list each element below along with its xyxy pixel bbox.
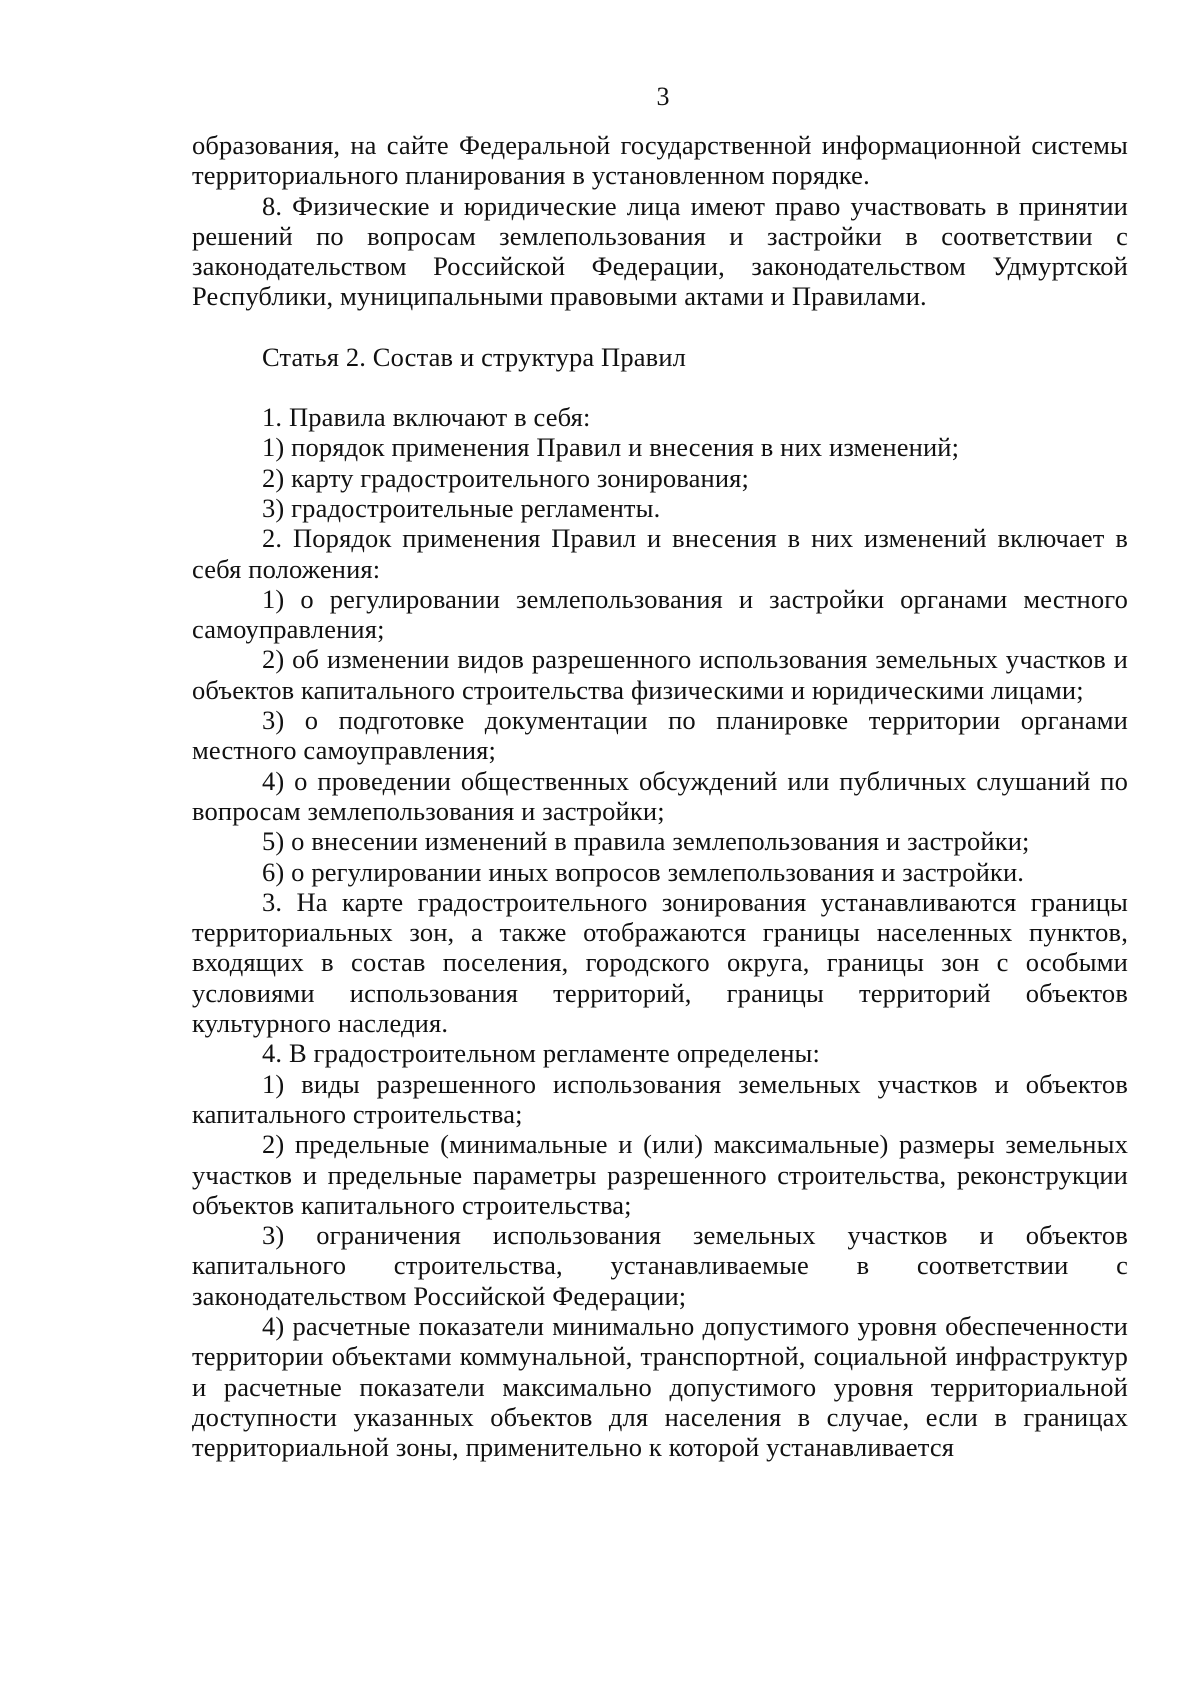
paragraph-1: 1. Правила включают в себя: [262, 402, 591, 433]
page-number: 3 [656, 82, 670, 111]
list-item: 2) предельные (минимальные и (или) максимальные) размеры земельных участков и предельные параметры разрешенного строительства, реконструкции объектов капитального строительства; [192, 1129, 1128, 1220]
list-item: 6) о регулировании иных вопросов землепользования и застройки. [262, 856, 1025, 887]
list-item: 3) градостроительные регламенты. [262, 492, 661, 523]
list-item: 1) о регулировании землепользования и застройки органами местного самоуправления; [192, 583, 1128, 645]
list-item: 1) порядок применения Правил и внесения в них изменений; [262, 432, 960, 463]
list-item: 2) карту градостроительного зонирования; [262, 462, 749, 493]
list-item: 3) о подготовке документации по планировке территории органами местного самоуправления; [192, 705, 1128, 766]
article-heading: Статья 2. Состав и структура Правил [262, 341, 687, 372]
paragraph-item-8: 8. Физические и юридические лица имеют право участвовать в принятии решений по вопросам землепользования и застройки в соответствии с законодательством Российской Федерации, законодательством Удмуртской Республики, муниципальными правовыми актами и Правилами. [192, 190, 1128, 312]
paragraph-2: 2. Порядок применения Правил и внесения в них изменений включает в себя положения: [192, 523, 1128, 584]
paragraph-3: 3. На карте градостроительного зонирования устанавливаются границы территориальных зон, а также отображаются границы населенных пунктов, входящих в состав поселения, городского округа, границы зон с особыми условиями использования территорий, границы территорий объектов культурного наследия. [192, 886, 1128, 1039]
paragraph-4: 4. В градостроительном регламенте определены: [262, 1038, 821, 1069]
list-item: 1) виды разрешенного использования земельных участков и объектов капитального строительства; [192, 1068, 1128, 1129]
list-item: 5) о внесении изменений в правила землепользования и застройки; [262, 826, 1030, 857]
list-item: 4) расчетные показатели минимально допустимого уровня обеспеченности территории объектами коммунальной, транспортной, социальной инфраструктур и расчетные показатели максимально допустимого уровня территориальной доступности указанных объектов для населения в случае, если в границах территориальной зоны, применительно к которой устанавливается [192, 1310, 1128, 1463]
list-item: 4) о проведении общественных обсуждений или публичных слушаний по вопросам землепользования и застройки; [192, 765, 1128, 826]
paragraph-continuation: образования, на сайте Федеральной государственной информационной системы территориального планирования в установленном порядке. [192, 130, 1128, 191]
document-body [192, 130, 1128, 1462]
list-item: 2) об изменении видов разрешенного использования земельных участков и объектов капитального строительства физическими и юридическими лицами; [192, 644, 1128, 705]
list-item: 3) ограничения использования земельных участков и объектов капитального строительства, устанавливаемые в соответствии с законодательством Российской Федерации; [192, 1220, 1128, 1311]
